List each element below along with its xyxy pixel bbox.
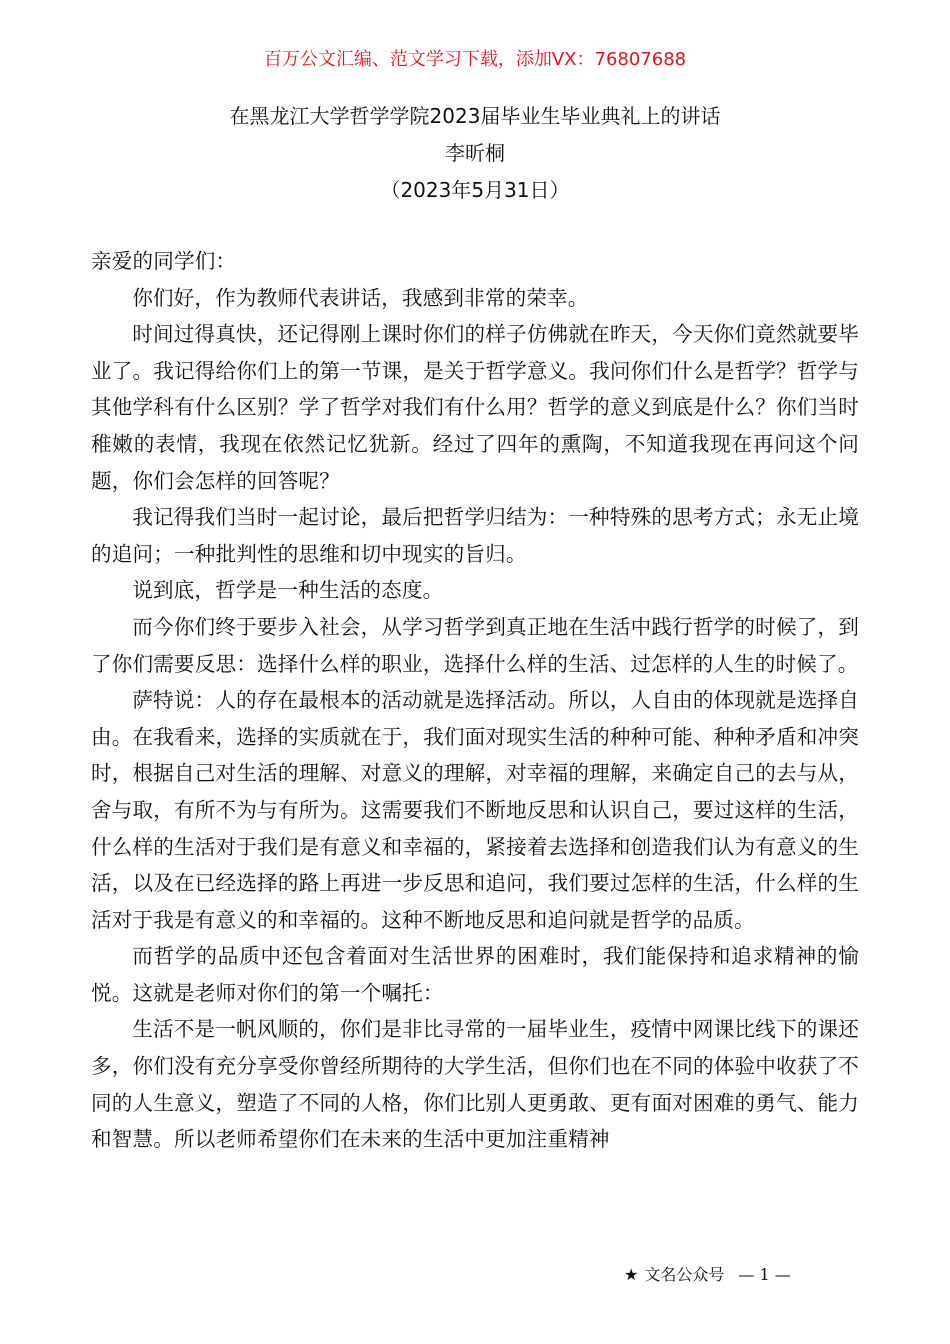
paragraph: 说到底，哲学是一种生活的态度。 (132, 578, 444, 603)
paragraph: 生活不是一帆风顺的，你们是非比寻常的一届毕业生，疫情中网课比线下的课还多，你们没有充分享受你曾经所期待的大学生活，但你们也在不同的体验中收获了不同的人生意义，塑造了不同的人格，你们比别人更勇敢、更有面对困难的勇气、能力和智慧。所以老师希望你们在未来的生活中更加注重精神 (91, 1017, 859, 1152)
salutation: 亲爱的同学们： (91, 249, 237, 273)
star-icon: ★ (624, 1265, 639, 1284)
paragraph: 而哲学的品质中还包含着面对生活世界的困难时，我们能保持和追求精神的愉悦。这就是老师对你们的第一个嘱托： (91, 944, 859, 1005)
footer-source: 文名公众号 (644, 1265, 725, 1284)
page-number: — 1 — (738, 1265, 791, 1284)
speech-title: 在黑龙江大学哲学学院2023届毕业生毕业典礼上的讲话 (229, 104, 721, 128)
paragraph: 我记得我们当时一起讨论，最后把哲学归结为：一种特殊的思考方式；永无止境的追问；一种批判性的思维和切中现实的旨归。 (91, 505, 859, 566)
paragraph: 时间过得真快，还记得刚上课时你们的样子仿佛就在昨天，今天你们竟然就要毕业了。我记得给你们上的第一节课，是关于哲学意义。我问你们什么是哲学？哲学与其他学科有什么区别？学了哲学对我们有什么用？哲学的意义到底是什么？你们当时稚嫩的表情，我现在依然记忆犹新。经过了四年的熏陶，不知道我现在再问这个问题，你们会怎样的回答呢？ (91, 322, 859, 493)
watermark-banner: 百万公文汇编、范文学习下载，添加VX：76807688 (263, 49, 687, 70)
speech-body (91, 243, 859, 1158)
speech-header (0, 98, 950, 209)
paragraph: 而今你们终于要步入社会，从学习哲学到真正地在生活中践行哲学的时候了，到了你们需要反思：选择什么样的职业，选择什么样的生活、过怎样的人生的时候了。 (91, 614, 859, 676)
speech-author: 李昕桐 (445, 141, 505, 165)
speech-date: （2023年5月31日） (380, 178, 570, 202)
page-footer (624, 1264, 844, 1286)
paragraph: 你们好，作为教师代表讲话，我感到非常的荣幸。 (132, 285, 589, 310)
paragraph: 萨特说：人的存在最根本的活动就是选择活动。所以，人自由的体现就是选择自由。在我看来，选择的实质就在于，我们面对现实生活的种种可能、种种矛盾和冲突时，根据自己对生活的理解、对意义的理解，对幸福的理解，来确定自己的去与从，舍与取，有所不为与有所为。这需要我们不断地反思和认识自己，要过这样的生活，什么样的生活对于我们是有意义和幸福的，紧接着去选择和创造我们认为有意义的生活，以及在已经选择的路上再进一步反思和追问，我们要过怎样的生活，什么样的生活对于我是有意义的和幸福的。这种不断地反思和追问就是哲学的品质。 (91, 688, 859, 932)
